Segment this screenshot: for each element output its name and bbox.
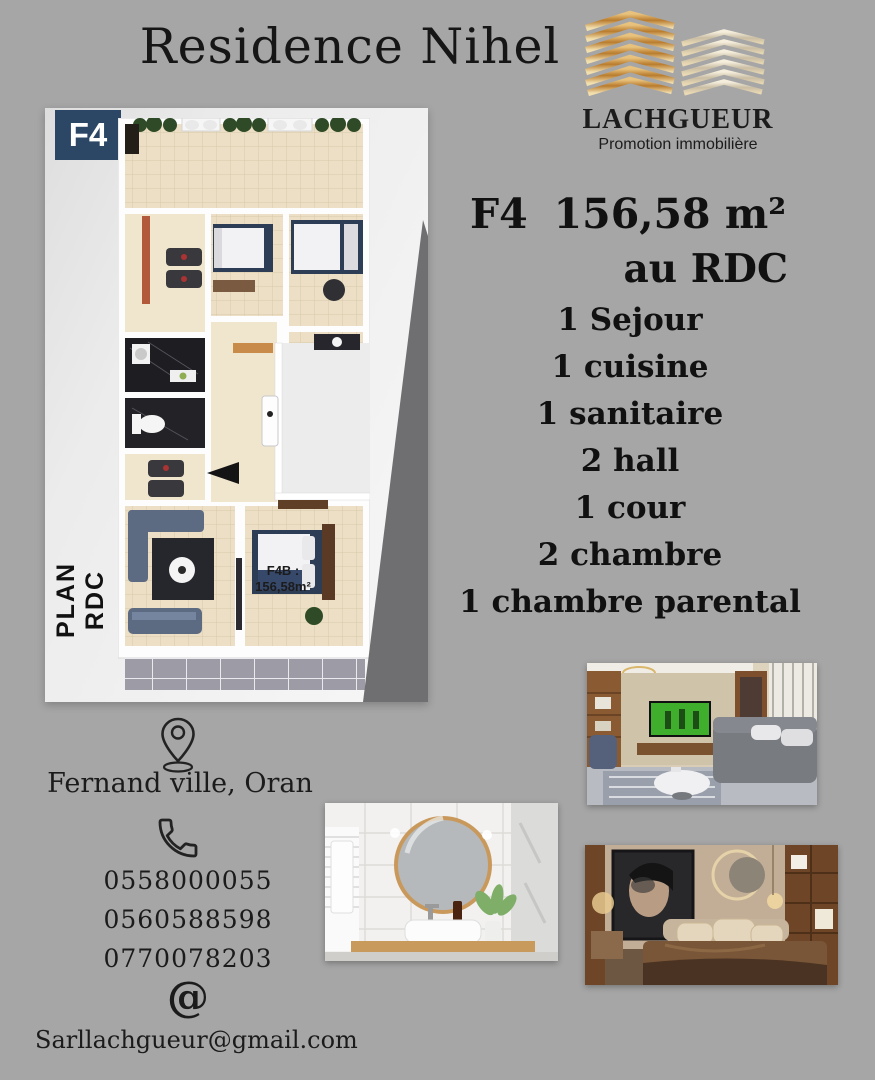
unit-details-heading	[470, 190, 792, 292]
feature-item: 1 cour	[574, 490, 686, 526]
plan-inner-label-area: 156,58m²	[255, 579, 311, 594]
plan-shadow-wedge	[45, 108, 428, 702]
page-title: Residence Nihel	[139, 18, 561, 75]
plan-unit-badge: F4	[55, 110, 121, 160]
plan-arrow-left-icon	[205, 460, 241, 486]
phone-number: 0770078203	[103, 944, 273, 973]
location-pin-icon	[158, 716, 198, 774]
plan-inner-label-title: F4B :	[266, 563, 300, 578]
features-list	[450, 302, 810, 618]
phone-list	[88, 866, 288, 973]
phone-number: 0560588598	[103, 905, 273, 934]
phone-icon	[154, 814, 202, 862]
feature-item: 1 Sejour	[557, 302, 703, 338]
living-room-photo	[587, 663, 817, 805]
bathroom-photo	[325, 803, 558, 961]
unit-label: F4	[470, 190, 528, 238]
company-logo	[578, 6, 778, 154]
buildings-logo-icon	[578, 6, 778, 98]
feature-item: 1 sanitaire	[536, 396, 724, 432]
feature-item: 2 chambre	[537, 537, 723, 573]
unit-area: 156,58 m²	[553, 190, 787, 238]
bedroom-photo	[585, 845, 838, 985]
email-at-icon: @	[167, 972, 209, 1021]
feature-item: 1 chambre parental	[459, 584, 801, 620]
floor-plan-card	[45, 108, 428, 702]
email-text: Sarllachgueur@gmail.com	[35, 1026, 358, 1054]
feature-item: 2 hall	[580, 443, 680, 479]
feature-item: 1 cuisine	[551, 349, 709, 385]
plan-inner-label	[243, 563, 323, 595]
plan-side-label: PLAN RDC	[52, 561, 109, 639]
unit-floor: au RDC	[623, 246, 788, 292]
logo-name: LACHGUEUR	[582, 104, 774, 135]
logo-tagline: Promotion immobilière	[598, 136, 758, 153]
phone-number: 0558000055	[103, 866, 273, 895]
location-text: Fernand ville, Oran	[47, 768, 313, 799]
